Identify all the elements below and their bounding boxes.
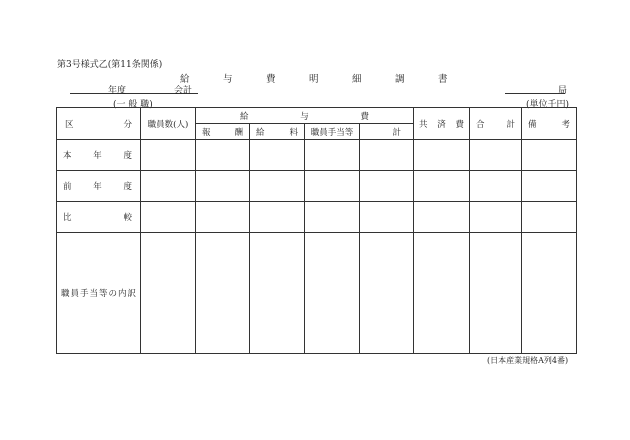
cell[interactable]	[196, 140, 250, 171]
cell[interactable]	[522, 233, 577, 354]
header-category: 区 分	[57, 108, 141, 140]
cell[interactable]	[414, 202, 470, 233]
cell[interactable]	[470, 202, 522, 233]
category-label: (一 般 職)	[113, 100, 153, 110]
bureau-label: 局	[558, 86, 568, 96]
header-mutual-aid: 共 済 費	[414, 108, 470, 140]
cell[interactable]	[414, 140, 470, 171]
subheader-allowance: 職員手当等	[305, 124, 360, 140]
subheader-salary: 給 料	[250, 124, 305, 140]
cell[interactable]	[470, 171, 522, 202]
cell[interactable]	[141, 171, 196, 202]
cell[interactable]	[305, 233, 360, 354]
cell[interactable]	[414, 171, 470, 202]
cell[interactable]	[470, 140, 522, 171]
cell[interactable]	[141, 140, 196, 171]
row-label-comparison: 比 較	[57, 202, 141, 233]
cell[interactable]	[305, 140, 360, 171]
cell[interactable]	[522, 140, 577, 171]
cell[interactable]	[360, 233, 414, 354]
header-staff-count: 職員数(人)	[141, 108, 196, 140]
cell[interactable]	[250, 233, 305, 354]
cell[interactable]	[522, 202, 577, 233]
subheader-subtotal: 計	[360, 124, 414, 140]
cell[interactable]	[470, 233, 522, 354]
form-number: 第3号様式乙(第11条関係)	[57, 60, 163, 70]
row-label-last-year: 前 年 度	[57, 171, 141, 202]
salary-detail-table	[56, 107, 577, 354]
paper-size-note: (日本産業規格A列4番)	[487, 356, 569, 365]
cell[interactable]	[250, 171, 305, 202]
cell[interactable]	[305, 202, 360, 233]
cell[interactable]	[196, 171, 250, 202]
row-label-this-year: 本 年 度	[57, 140, 141, 171]
cell[interactable]	[141, 233, 196, 354]
subheader-remuneration: 報 酬	[196, 124, 250, 140]
cell[interactable]	[360, 171, 414, 202]
cell[interactable]	[141, 202, 196, 233]
fiscal-year-label: 年度	[108, 86, 127, 96]
cell[interactable]	[305, 171, 360, 202]
row-label-allowance-breakdown: 職員手当等の内訳	[57, 233, 141, 354]
cell[interactable]	[196, 233, 250, 354]
header-salary-group: 給 与 費	[196, 108, 414, 124]
cell[interactable]	[250, 140, 305, 171]
header-remarks: 備 考	[522, 108, 577, 140]
cell[interactable]	[250, 202, 305, 233]
cell[interactable]	[360, 202, 414, 233]
account-label: 会計	[174, 86, 193, 96]
cell[interactable]	[414, 233, 470, 354]
cell[interactable]	[196, 202, 250, 233]
cell[interactable]	[522, 171, 577, 202]
cell[interactable]	[360, 140, 414, 171]
bureau-underline	[505, 93, 565, 94]
unit-label: (単位千円)	[526, 100, 570, 110]
document-title: 給 与 費 明 細 調 書	[180, 74, 460, 85]
header-total: 合 計	[470, 108, 522, 140]
